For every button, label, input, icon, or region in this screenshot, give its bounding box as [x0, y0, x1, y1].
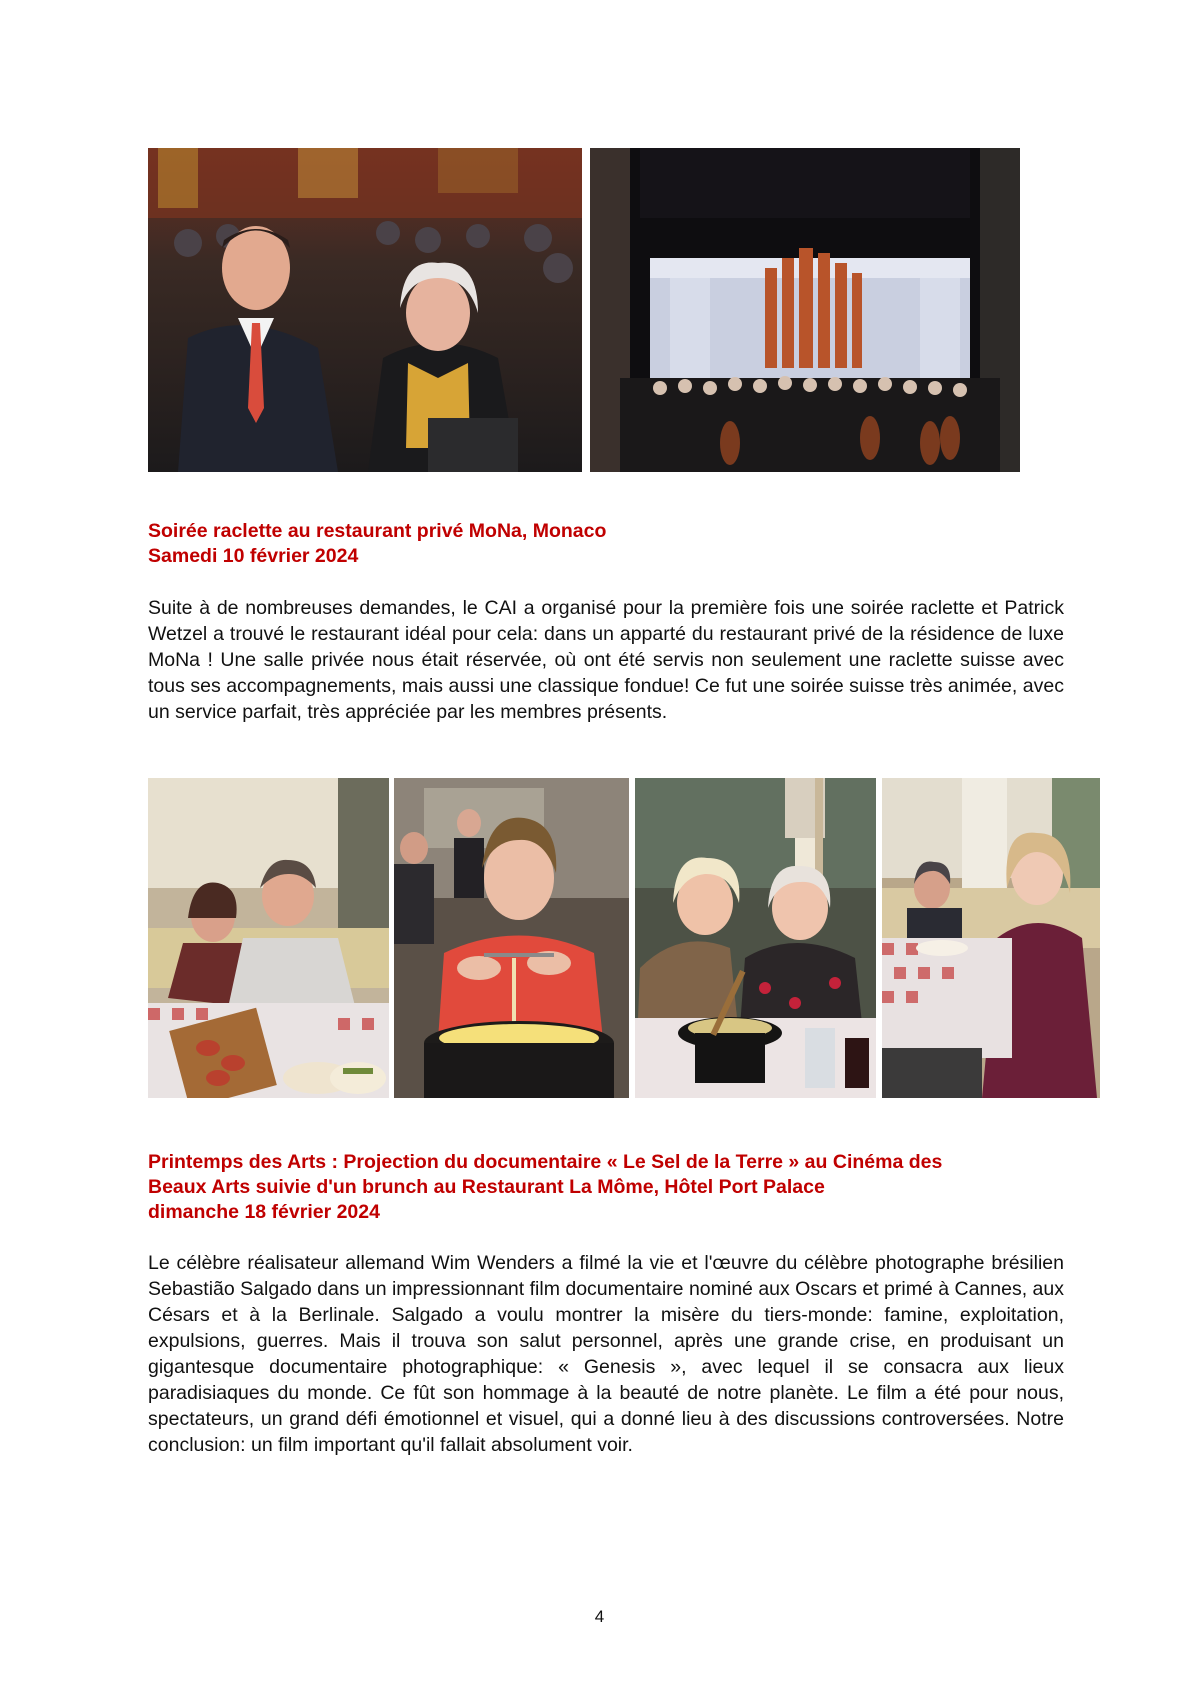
raclette-couple-photo: [148, 778, 389, 1098]
orchestra-stage-photo: [590, 148, 1020, 472]
section-printemps-body: Le célèbre réalisateur allemand Wim Wenders a filmé la vie et l'œuvre du célèbre photographe brésilien Sebastião Salgado dans un impressionnant film documentaire nominé aux Oscars et primé à Cannes, aux Césars et à la Berlinale. Salgado a voulu montrer la misère du tiers-monde: famine, exploitation, expulsions, guerres. Mais il trouva son salut personnel, après une grande crise, en produisant un gigantesque documentaire photographique: « Genesis », avec lequel il se consacra aux lieux paradisiaques du monde. Ce fût son hommage à la beauté de notre planète. Le film a été pour nous, spectateurs, un grand défi émotionnel et visuel, qui a donné lieu à des discussions controversées. Notre conclusion: un film important qu'il fallait absolument voir.: [148, 1252, 1064, 1456]
opera-audience-photo: [148, 148, 582, 472]
section-printemps-title-line2: Beaux Arts suivie d'un brunch au Restaurant La Môme, Hôtel Port Palace: [148, 1176, 825, 1198]
section-raclette-date: Samedi 10 février 2024: [148, 545, 359, 567]
page-number: 4: [594, 1607, 605, 1626]
fondue-woman-photo: [394, 778, 629, 1098]
section-raclette-heading: [148, 519, 1068, 569]
section-raclette-title: Soirée raclette au restaurant privé MoNa, Monaco: [148, 520, 607, 542]
fondue-ladies-photo: [635, 778, 876, 1098]
section-raclette-body: Suite à de nombreuses demandes, le CAI a organisé pour la première fois une soirée raclette et Patrick Wetzel a trouvé le restaurant idéal pour cela: dans un apparté du restaurant privé de la résidence de luxe MoNa ! Une salle privée nous était réservée, où ont été servis non seulement une raclette suisse avec tous ses accompagnements, mais aussi une classique fondue! Ce fut une soirée suisse très animée, avec un service parfait, très appréciée par les membres présents.: [148, 597, 1064, 723]
section-printemps-title-line1: Printemps des Arts : Projection du documentaire « Le Sel de la Terre » au Cinéma des: [148, 1151, 943, 1173]
dinner-guests-photo: [882, 778, 1100, 1098]
section-printemps-date: dimanche 18 février 2024: [148, 1201, 380, 1223]
section-printemps-heading: [148, 1150, 1068, 1225]
